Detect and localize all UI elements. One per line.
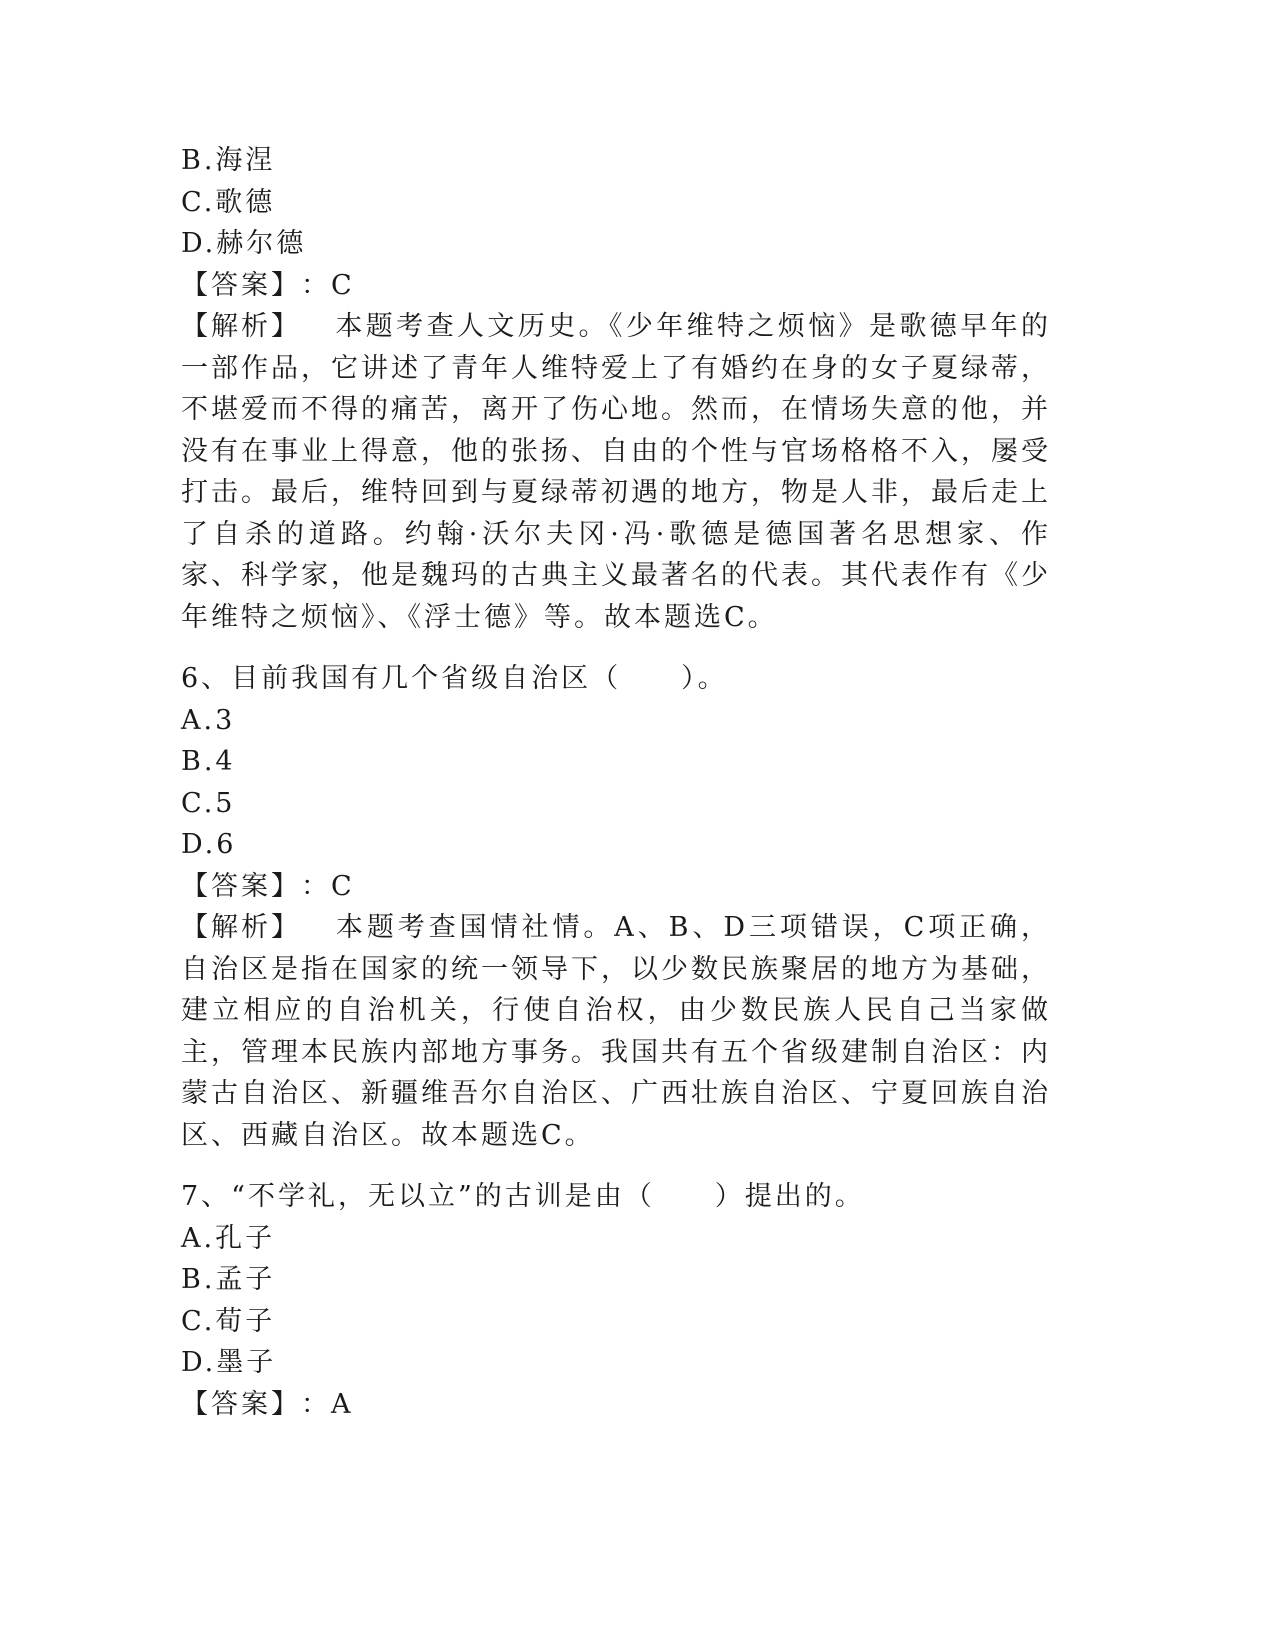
option-c: C.歌德	[181, 186, 276, 218]
answer-value: A	[331, 1388, 354, 1420]
option-b: B.海涅	[181, 145, 276, 176]
option-d: D.赫尔德	[181, 228, 307, 259]
analysis-label: 【解析】	[181, 912, 301, 943]
option-d: D.墨子	[181, 1347, 277, 1378]
analysis-text: 本题考查国情社情。A、B、D三项错误，C项正确，自治区是指在国家的统一领导下，以少数民族聚居的地方为基础，建立相应的自治机关，行使自治权，由少数民族人民自己当家做主，管理本民族内部地方事务。我国共有五个省级建制自治区：内蒙古自治区、新疆维吾尔自治区、广西壮族自治区、宁夏回族自治区、西藏自治区。故本题选C。	[181, 912, 1051, 1151]
option-c: C.5	[181, 787, 236, 819]
answer-separator: ：	[301, 269, 331, 301]
answer-separator: ：	[301, 1388, 331, 1420]
answer-value: C	[331, 269, 355, 301]
answer-value: C	[331, 870, 355, 902]
analysis-paragraph	[181, 306, 1051, 638]
question-7: 7、“不学礼，无以立”的古训是由（ ）提出的。	[181, 1181, 865, 1212]
option-d: D.6	[181, 829, 237, 860]
analysis-label: 【解析】	[181, 311, 301, 342]
option-a: A.3	[181, 704, 236, 736]
answer-label: 【答案】	[181, 870, 301, 902]
question-6: 6、目前我国有几个省级自治区（ ）。	[181, 663, 728, 694]
analysis-text: 本题考查人文历史。《少年维特之烦恼》是歌德早年的一部作品，它讲述了青年人维特爱上了有婚约在身的女子夏绿蒂，不堪爱而不得的痛苦，离开了伤心地。然而，在情场失意的他，并没有在事业上得意，他的张扬、自由的个性与官场格格不入，屡受打击。最后，维特回到与夏绿蒂初遇的地方，物是人非，最后走上了自杀的道路。约翰·沃尔夫冈·冯·歌德是德国著名思想家、作家、科学家，他是魏玛的古典主义最著名的代表。其代表作有《少年维特之烦恼》、《浮士德》等。故本题选C。	[181, 311, 1051, 633]
analysis-paragraph	[181, 907, 1051, 1156]
document-page	[181, 140, 1051, 1425]
option-b: B.4	[181, 746, 236, 777]
option-b: B.孟子	[181, 1264, 276, 1295]
answer-line	[181, 265, 1051, 307]
option-a: A.孔子	[181, 1222, 276, 1254]
option-c: C.荀子	[181, 1305, 276, 1337]
answer-label: 【答案】	[181, 1388, 301, 1420]
answer-line	[181, 1384, 1051, 1426]
answer-label: 【答案】	[181, 269, 301, 301]
answer-separator: ：	[301, 870, 331, 902]
answer-line	[181, 866, 1051, 908]
